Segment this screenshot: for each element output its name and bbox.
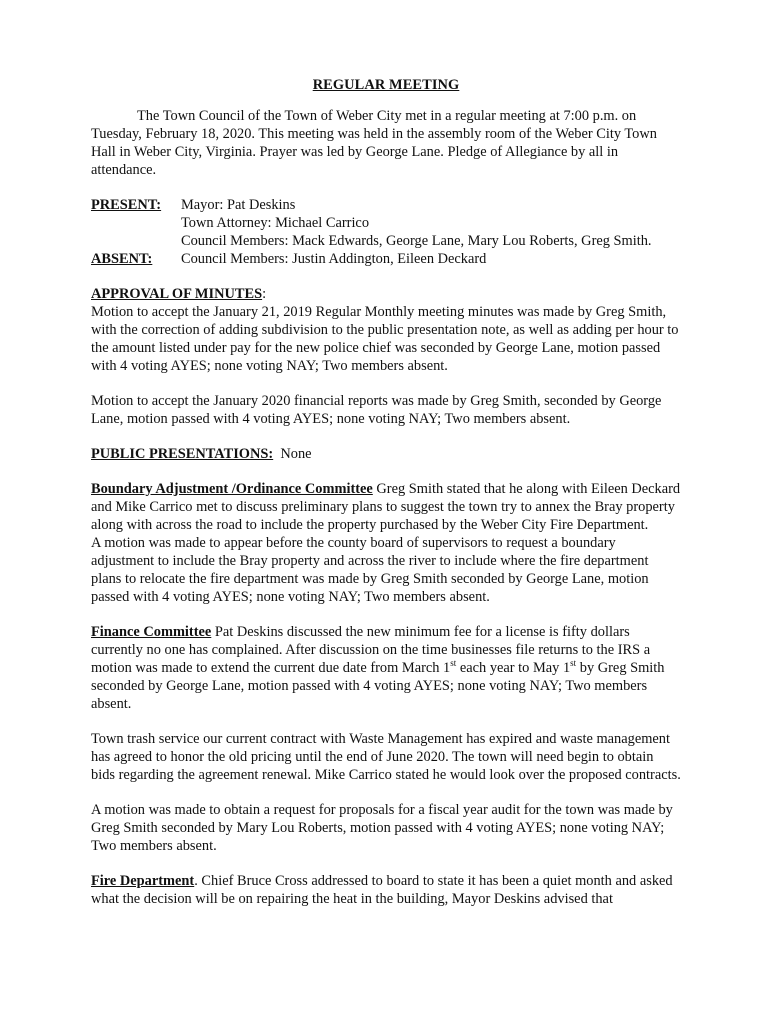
absent-list: Council Members: Justin Addington, Eileen Deckard (181, 251, 487, 267)
boundary-heading: Boundary Adjustment /Ordinance Committee (91, 481, 373, 497)
fire-paragraph (91, 872, 681, 908)
boundary-text: Greg Smith stated that he along with Eileen Deckard and Mike Carrico met to discuss preliminary plans to suggest the town try to annex the Bray property along with across the road to include the property purchased by the Weber City Fire Department. (91, 481, 681, 533)
finance-paragraph (91, 623, 681, 713)
approval-motion-financial: Motion to accept the January 2020 financial reports was made by Greg Smith, seconded by George Lane, motion passed with 4 voting AYES; none voting NAY; Two members absent. (91, 393, 662, 427)
public-heading: PUBLIC PRESENTATIONS: (91, 446, 274, 462)
boundary-section (91, 480, 681, 606)
present-list (181, 196, 681, 250)
present-mayor: Mayor: Pat Deskins (181, 197, 296, 213)
approval-heading-line (91, 285, 681, 303)
approval-colon: : (262, 286, 267, 302)
intro-paragraph: The Town Council of the Town of Weber City met in a regular meeting at 7:00 p.m. on Tuesday, February 18, 2020. This meeting was held in the assembly room of the Weber City Town Hall in Weber City, Virginia. Prayer was led by George Lane. Pledge of Allegiance by all in attendance. (91, 108, 657, 178)
finance-text-c: by Greg Smith seconded by George Lane, motion passed with 4 voting AYES; none voting NAY; Two members absent. (91, 660, 665, 712)
present-attorney: Town Attorney: Michael Carrico (181, 215, 370, 231)
approval-motion-minutes: Motion to accept the January 21, 2019 Regular Monthly meeting minutes was made by Greg Smith, with the correction of adding subdivision to the public presentation note, as well as adding per hour to the amount listed under pay for the new police chief was seconded by George Lane, motion passed with 4 voting AYES; none voting NAY; Two members absent. (91, 304, 679, 374)
approval-heading: APPROVAL OF MINUTES (91, 286, 263, 302)
document-body (91, 76, 681, 908)
absent-row (91, 250, 681, 268)
finance-heading: Finance Committee (91, 624, 212, 640)
fire-heading: Fire Department (91, 873, 195, 889)
finance-text-b: each year to May 1 (456, 660, 571, 676)
public-presentations (91, 445, 681, 463)
trash-paragraph: Town trash service our current contract with Waste Management has expired and waste management has agreed to honor the old pricing until the end of June 2020. The town will need begin to obtain bids regarding the agreement renewal. Mike Carrico stated he would look over the proposed contracts. (91, 731, 681, 783)
boundary-motion: A motion was made to appear before the county board of supervisors to request a boundary adjustment to include the Bray property and across the river to include where the fire department plans to relocate the fire department was made by Greg Smith seconded by George Lane, motion passed with 4 voting AYES; none voting NAY; Two members absent. (91, 535, 649, 605)
attendance-section (91, 196, 681, 268)
fire-text: . Chief Bruce Cross addressed to board to state it has been a quiet month and asked what the decision will be on repairing the heat in the building, Mayor Deskins advised that (91, 873, 673, 907)
audit-paragraph: A motion was made to obtain a request for proposals for a fiscal year audit for the town was made by Greg Smith seconded by Mary Lou Roberts, motion passed with 4 voting AYES; none voting NAY; Two members absent. (91, 802, 673, 854)
present-council: Council Members: Mack Edwards, George Lane, Mary Lou Roberts, Greg Smith. (181, 233, 652, 249)
boundary-paragraph (91, 480, 681, 534)
document-title: REGULAR MEETING (312, 77, 460, 93)
finance-sup-2: st (570, 658, 577, 669)
present-label: PRESENT: (91, 197, 162, 213)
finance-text-a: Pat Deskins discussed the new minimum fee for a license is fifty dollars currently no one has complained. After discussion on the time businesses file returns to the IRS a motion was made to extend the current due date from March 1 (91, 624, 651, 676)
absent-label: ABSENT: (91, 251, 153, 267)
present-row (91, 196, 681, 250)
public-text: None (280, 446, 312, 462)
finance-sup-1: st (450, 658, 457, 669)
approval-section (91, 285, 681, 375)
